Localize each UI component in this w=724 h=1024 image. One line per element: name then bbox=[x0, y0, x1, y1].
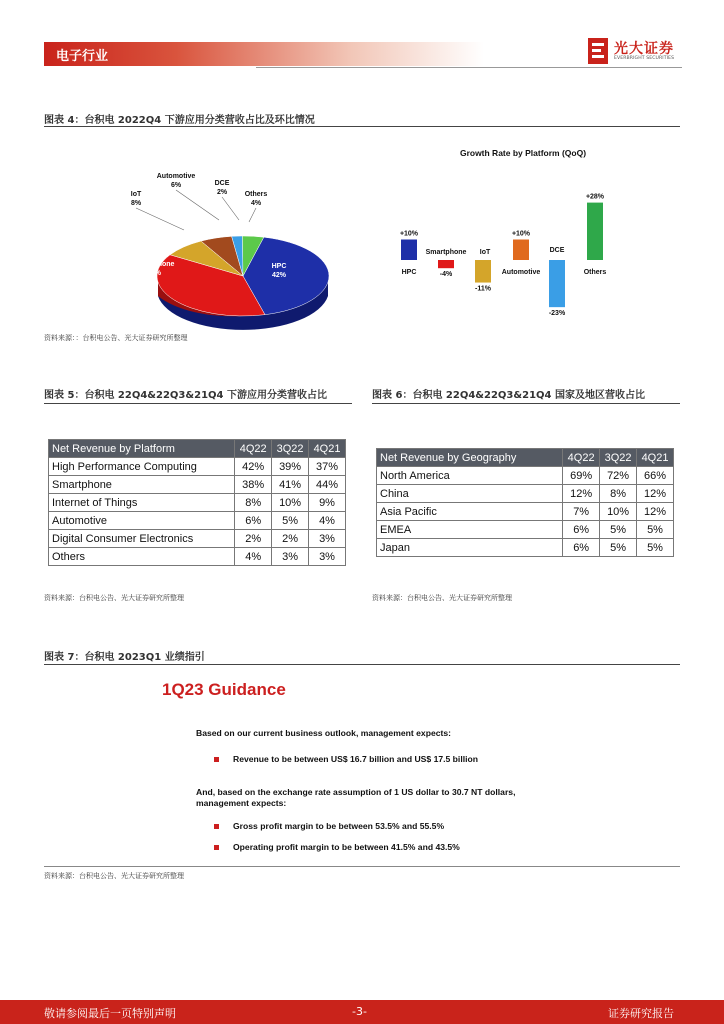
pie-label-pct: 38% bbox=[146, 270, 162, 277]
bar-category-label: IoT bbox=[479, 249, 491, 256]
platform-header-cell: 4Q21 bbox=[309, 440, 346, 458]
geography-header-cell: Net Revenue by Geography bbox=[377, 449, 563, 467]
geography-header-row bbox=[377, 449, 674, 467]
bar-value-label: +10% bbox=[511, 230, 531, 238]
table-row bbox=[377, 503, 674, 521]
platform-value-cell: 44% bbox=[309, 476, 346, 494]
header-band bbox=[44, 42, 484, 66]
platform-value-cell: 3% bbox=[272, 548, 309, 566]
pie-label-pct: 2% bbox=[216, 189, 228, 196]
fig6-source: 资料来源：台积电公告、光大证券研究所整理 bbox=[372, 594, 512, 602]
platform-row-label: Internet of Things bbox=[49, 494, 235, 512]
table-row bbox=[377, 521, 674, 539]
geography-value-cell: 7% bbox=[563, 503, 600, 521]
logo-text: 光大证券 bbox=[614, 41, 674, 57]
table-row bbox=[49, 548, 346, 566]
platform-value-cell: 3% bbox=[309, 548, 346, 566]
page-number: -3- bbox=[352, 1005, 367, 1018]
fig6-rule bbox=[372, 403, 680, 404]
guidance-title: 1Q23 Guidance bbox=[162, 680, 286, 699]
fig5-source: 资料来源：台积电公告、光大证券研究所整理 bbox=[44, 594, 184, 602]
bar-chart bbox=[400, 148, 606, 317]
platform-value-cell: 4% bbox=[235, 548, 272, 566]
geography-value-cell: 6% bbox=[563, 539, 600, 557]
table-row bbox=[49, 458, 346, 476]
platform-value-cell: 4% bbox=[309, 512, 346, 530]
bar-value-label: -23% bbox=[548, 310, 566, 318]
bar-category-label: DCE bbox=[549, 247, 565, 254]
platform-row-label: Digital Consumer Electronics bbox=[49, 530, 235, 548]
geography-value-cell: 69% bbox=[563, 467, 600, 485]
bar-others bbox=[587, 203, 603, 260]
geography-value-cell: 12% bbox=[637, 485, 674, 503]
bar-chart-title: Growth Rate by Platform (QoQ) bbox=[459, 148, 587, 158]
geography-value-cell: 10% bbox=[600, 503, 637, 521]
table-row bbox=[49, 494, 346, 512]
pie-chart bbox=[131, 173, 329, 330]
bullet-icon bbox=[214, 824, 219, 829]
fig4-graphics bbox=[44, 130, 680, 330]
bar-category-label: HPC bbox=[401, 269, 417, 276]
bar-category-label: Smartphone bbox=[425, 249, 467, 256]
geography-value-cell: 5% bbox=[637, 521, 674, 539]
platform-header-cell: 3Q22 bbox=[272, 440, 309, 458]
platform-row-label: Automotive bbox=[49, 512, 235, 530]
bar-iot bbox=[475, 260, 491, 283]
platform-value-cell: 38% bbox=[235, 476, 272, 494]
platform-value-cell: 39% bbox=[272, 458, 309, 476]
bar-value-label: +28% bbox=[585, 193, 605, 201]
platform-value-cell: 42% bbox=[235, 458, 272, 476]
geography-value-cell: 66% bbox=[637, 467, 674, 485]
geography-value-cell: 5% bbox=[637, 539, 674, 557]
platform-value-cell: 41% bbox=[272, 476, 309, 494]
geography-value-cell: 12% bbox=[637, 503, 674, 521]
pie-label-pct: 4% bbox=[250, 200, 262, 207]
platform-value-cell: 3% bbox=[309, 530, 346, 548]
geography-table bbox=[376, 448, 674, 557]
platform-row-label: High Performance Computing bbox=[49, 458, 235, 476]
bar-hpc bbox=[401, 240, 417, 261]
section-title: 电子行业 bbox=[56, 49, 109, 64]
footer-disclaimer: 敬请参阅最后一页特别声明 bbox=[44, 1007, 176, 1020]
table-row bbox=[377, 467, 674, 485]
platform-header-cell: Net Revenue by Platform bbox=[49, 440, 235, 458]
geography-value-cell: 5% bbox=[600, 539, 637, 557]
platform-value-cell: 2% bbox=[272, 530, 309, 548]
geography-value-cell: 72% bbox=[600, 467, 637, 485]
platform-value-cell: 2% bbox=[235, 530, 272, 548]
pie-leader-line bbox=[222, 197, 239, 220]
pie-label-name: Others bbox=[244, 191, 268, 198]
geography-row-label: Asia Pacific bbox=[377, 503, 563, 521]
logo bbox=[588, 38, 680, 66]
geography-row-label: China bbox=[377, 485, 563, 503]
bar-category-label: Others bbox=[583, 269, 607, 276]
geography-row-label: Japan bbox=[377, 539, 563, 557]
geography-value-cell: 5% bbox=[600, 521, 637, 539]
logo-subtext: EVERBRIGHT SECURITIES bbox=[614, 56, 675, 61]
fig4-rule bbox=[44, 126, 680, 127]
fig7-source: 资料来源：台积电公告、光大证券研究所整理 bbox=[44, 872, 184, 880]
bar-automotive bbox=[513, 240, 529, 261]
geography-row-label: North America bbox=[377, 467, 563, 485]
geography-header-cell: 4Q21 bbox=[637, 449, 674, 467]
pie-leader-line bbox=[136, 208, 184, 230]
bullet-icon bbox=[214, 757, 219, 762]
pie-label-pct: 6% bbox=[170, 182, 182, 189]
bar-value-label: -11% bbox=[475, 285, 491, 293]
table-row bbox=[49, 476, 346, 494]
fig7-bottom-rule bbox=[44, 866, 680, 867]
guidance-bullet-operating-margin: Operating profit margin to be between 41.5% and 43.5% bbox=[233, 842, 460, 852]
pie-label-name: DCE bbox=[214, 180, 230, 187]
platform-header-row bbox=[49, 440, 346, 458]
platform-value-cell: 10% bbox=[272, 494, 309, 512]
table-row bbox=[49, 530, 346, 548]
guidance-para2-line2: management expects: bbox=[196, 798, 287, 808]
footer-report-type: 证券研究报告 bbox=[608, 1007, 674, 1020]
pie-label-name: IoT bbox=[130, 191, 142, 198]
platform-value-cell: 6% bbox=[235, 512, 272, 530]
fig4-source: 资料来源：：台积电公告、光大证券研究所整理 bbox=[44, 334, 188, 342]
guidance-para2-line1: And, based on the exchange rate assumption of 1 US dollar to 30.7 NT dollars, bbox=[196, 787, 516, 797]
pie-label-name: Smartphone bbox=[133, 261, 175, 268]
table-row bbox=[49, 512, 346, 530]
fig7-rule bbox=[44, 664, 680, 665]
platform-value-cell: 9% bbox=[309, 494, 346, 512]
geography-row-label: EMEA bbox=[377, 521, 563, 539]
geography-value-cell: 6% bbox=[563, 521, 600, 539]
header-rule bbox=[256, 67, 682, 68]
pie-leader-line bbox=[249, 208, 256, 222]
platform-row-label: Smartphone bbox=[49, 476, 235, 494]
fig6-heading: 图表 6：台积电 22Q4&22Q3&21Q4 国家及地区营收占比 bbox=[372, 390, 645, 401]
guidance-bullet-gross-margin: Gross profit margin to be between 53.5% and 55.5% bbox=[233, 821, 445, 831]
pie-label-name: Automotive bbox=[156, 173, 196, 180]
geography-header-cell: 3Q22 bbox=[600, 449, 637, 467]
bar-smartphone bbox=[438, 260, 454, 268]
geography-value-cell: 12% bbox=[563, 485, 600, 503]
bar-dce bbox=[549, 260, 565, 307]
platform-header-cell: 4Q22 bbox=[235, 440, 272, 458]
fig7-heading: 图表 7：台积电 2023Q1 业绩指引 bbox=[44, 652, 205, 663]
bar-category-label: Automotive bbox=[501, 269, 541, 276]
guidance-intro: Based on our current business outlook, management expects: bbox=[196, 728, 452, 738]
fig5-rule bbox=[44, 403, 352, 404]
bar-value-label: -4% bbox=[439, 271, 453, 279]
logo-mark-icon bbox=[588, 38, 608, 64]
pie-label-pct: 8% bbox=[130, 200, 142, 207]
platform-value-cell: 8% bbox=[235, 494, 272, 512]
pie-label-pct: 42% bbox=[271, 272, 287, 279]
pie-leader-line bbox=[176, 190, 219, 220]
table-row bbox=[377, 539, 674, 557]
pie-label-name: HPC bbox=[271, 263, 287, 270]
platform-value-cell: 37% bbox=[309, 458, 346, 476]
geography-header-cell: 4Q22 bbox=[563, 449, 600, 467]
geography-value-cell: 8% bbox=[600, 485, 637, 503]
fig5-heading: 图表 5：台积电 22Q4&22Q3&21Q4 下游应用分类营收占比 bbox=[44, 390, 327, 401]
bullet-icon bbox=[214, 845, 219, 850]
platform-table bbox=[48, 439, 346, 566]
table-row bbox=[377, 485, 674, 503]
fig4-heading: 图表 4：台积电 2022Q4 下游应用分类营收占比及环比情况 bbox=[44, 115, 315, 126]
bar-value-label: +10% bbox=[399, 230, 419, 238]
platform-value-cell: 5% bbox=[272, 512, 309, 530]
guidance-bullet-revenue: Revenue to be between US$ 16.7 billion and US$ 17.5 billion bbox=[233, 754, 478, 764]
platform-row-label: Others bbox=[49, 548, 235, 566]
